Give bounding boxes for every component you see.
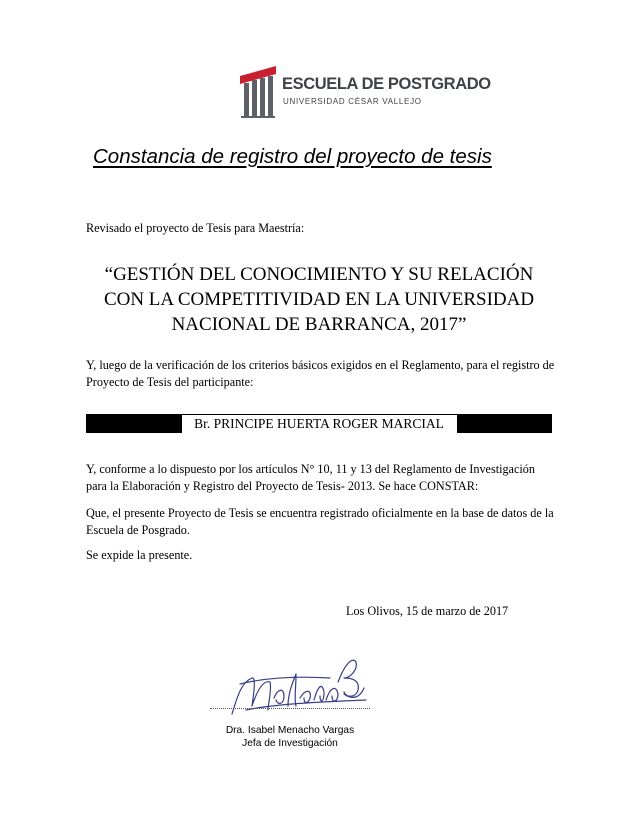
closing-text: Se expide la presente. <box>86 548 193 562</box>
signer-name: Dra. Isabel Menacho Vargas <box>225 725 355 736</box>
school-logo <box>240 66 491 122</box>
signer-role: Jefa de Investigación <box>242 738 338 749</box>
logo-emblem-icon <box>240 66 276 118</box>
signature-line <box>210 708 370 709</box>
participant-name: Br. PRINCIPE HUERTA ROGER MARCIAL <box>182 415 457 433</box>
participant-banner <box>86 414 552 433</box>
thesis-title: “GESTIÓN DEL CONOCIMIENTO Y SU RELACIÓN CON LA COMPETITIVIDAD EN LA UNIVERSIDAD NACIONAL DE BARRANCA, 2017” <box>103 264 535 335</box>
verification-text: Y, luego de la verificación de los criterios básicos exigidos en el Reglamento, para el registro de Proyecto de Tesis del participante: <box>86 358 555 389</box>
logo-title: ESCUELA DE POSTGRADO <box>282 75 491 93</box>
intro-text: Revisado el proyecto de Tesis para Maestría: <box>86 221 305 235</box>
handwritten-signature <box>226 648 376 720</box>
registered-text: Que, el presente Proyecto de Tesis se encuentra registrado oficialmente en la base de datos de la Escuela de Posgrado. <box>86 506 554 537</box>
place-date: Los Olivos, 15 de marzo de 2017 <box>346 604 509 618</box>
document-title: Constancia de registro del proyecto de tesis <box>93 145 492 168</box>
articles-text: Y, conforme a lo dispuesto por los artículos N° 10, 11 y 13 del Reglamento de Investigación para la Elaboración y Registro del Proyecto de Tesis- 2013. Se hace CONSTAR: <box>86 462 535 493</box>
signer-block <box>210 724 370 750</box>
logo-subtitle: UNIVERSIDAD CÉSAR VALLEJO <box>283 97 422 106</box>
